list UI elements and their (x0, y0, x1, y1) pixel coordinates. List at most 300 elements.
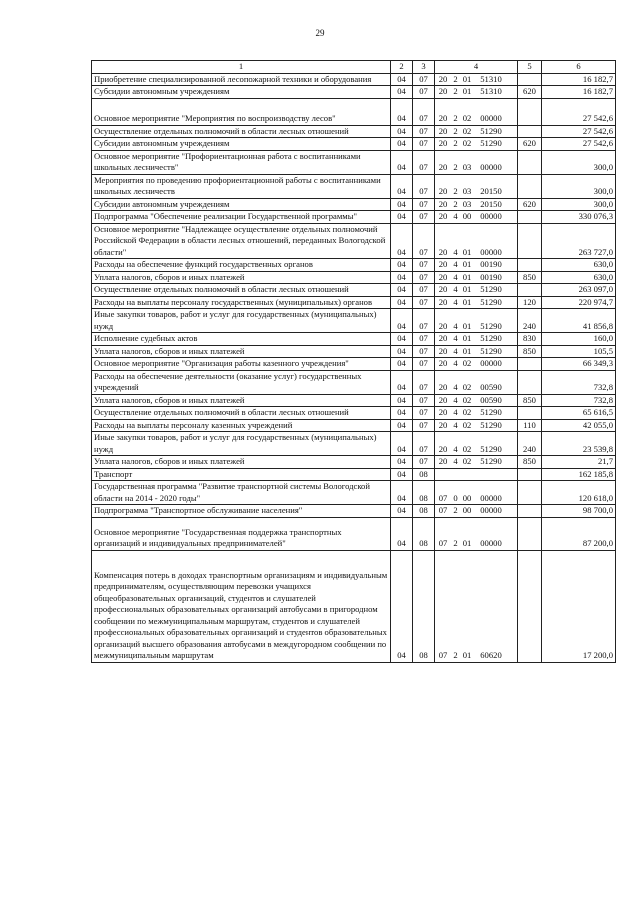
row-name: Осуществление отдельных полномочий в области лесных отношений (92, 284, 391, 297)
row-name: Субсидии автономным учреждениям (92, 198, 391, 211)
table-row (92, 345, 616, 358)
row-amount: 732,8 (542, 370, 616, 394)
target-code-part: 07 (438, 650, 448, 660)
table-row (92, 370, 616, 394)
row-name: Подпрограмма "Транспортное обслуживание населения" (92, 505, 391, 518)
header-col-5: 5 (518, 61, 542, 74)
row-target-code (435, 517, 518, 550)
row-subsection-code: 08 (413, 468, 435, 481)
row-target-code (435, 174, 518, 198)
row-section-code: 04 (391, 394, 413, 407)
target-code-part: 01 (462, 284, 472, 294)
header-col-3: 3 (413, 61, 435, 74)
target-code-part: 00 (462, 505, 472, 515)
row-section-code: 04 (391, 86, 413, 99)
row-subsection-code: 07 (413, 73, 435, 86)
target-code-part: 4 (453, 259, 458, 269)
target-code-part: 20 (438, 296, 448, 307)
row-name: Иные закупки товаров, работ и услуг для государственных (муниципальных) нужд (92, 432, 391, 456)
row-subsection-code: 07 (413, 138, 435, 151)
row-section-code: 04 (391, 174, 413, 198)
target-code-part: 20 (438, 246, 448, 257)
row-target-code (435, 259, 518, 272)
row-expense-type (518, 174, 542, 198)
row-amount: 17 200,0 (542, 550, 616, 662)
row-target-code (435, 550, 518, 662)
target-code-part: 20 (438, 125, 448, 136)
target-code-part: 4 (453, 271, 458, 282)
row-expense-type: 620 (518, 86, 542, 99)
row-subsection-code: 07 (413, 333, 435, 346)
target-code-part: 01 (462, 246, 472, 257)
row-subsection-code: 07 (413, 125, 435, 138)
table-row (92, 432, 616, 456)
target-code-part: 20 (438, 456, 448, 466)
row-target-code (435, 468, 518, 481)
row-name: Уплата налогов, сборов и иных платежей (92, 345, 391, 358)
target-code-part: 00000 (480, 246, 502, 257)
target-code-part: 01 (462, 86, 472, 96)
row-target-code (435, 394, 518, 407)
row-subsection-code: 08 (413, 517, 435, 550)
table-row (92, 150, 616, 174)
target-code-part: 0 (453, 492, 458, 503)
row-name: Субсидии автономным учреждениям (92, 86, 391, 99)
row-section-code: 04 (391, 517, 413, 550)
target-code-part: 20 (438, 162, 448, 172)
row-name: Основное мероприятие "Организация работы казенного учреждения" (92, 358, 391, 371)
row-amount: 120 618,0 (542, 481, 616, 505)
row-subsection-code: 07 (413, 456, 435, 469)
row-amount: 300,0 (542, 198, 616, 211)
table-row (92, 138, 616, 151)
target-code-part: 20 (438, 358, 448, 368)
row-target-code (435, 150, 518, 174)
row-name: Иные закупки товаров, работ и услуг для государственных (муниципальных) нужд (92, 309, 391, 333)
table-row (92, 198, 616, 211)
row-name: Государственная программа "Развитие транспортной системы Вологодской области на 2014 - 2020 годы" (92, 481, 391, 505)
row-name: Основное мероприятие "Надлежащее осуществление отдельных полномочий Российской Федерации в области лесных отношений, переданных Вологодской области" (92, 223, 391, 259)
row-target-code (435, 125, 518, 138)
row-section-code: 04 (391, 481, 413, 505)
row-subsection-code: 08 (413, 550, 435, 662)
row-amount: 65 616,5 (542, 407, 616, 420)
table-row (92, 550, 616, 662)
target-code-part: 01 (462, 73, 472, 84)
target-code-part: 00000 (480, 538, 502, 548)
row-amount: 630,0 (542, 271, 616, 284)
row-name: Подпрограмма "Обеспечение реализации Государственной программы" (92, 211, 391, 224)
row-amount: 21,7 (542, 456, 616, 469)
table-row (92, 358, 616, 371)
target-code-part: 4 (453, 407, 458, 417)
row-amount: 300,0 (542, 174, 616, 198)
row-amount: 16 182,7 (542, 73, 616, 86)
target-code-part: 2 (453, 73, 458, 84)
target-code-part: 00000 (480, 358, 502, 368)
target-code-part: 4 (453, 456, 458, 466)
target-code-part: 02 (462, 419, 472, 430)
table-row (92, 223, 616, 259)
table-row (92, 73, 616, 86)
target-code-part: 02 (462, 113, 472, 123)
row-subsection-code: 07 (413, 150, 435, 174)
row-expense-type: 850 (518, 394, 542, 407)
table-row (92, 211, 616, 224)
table-row (92, 333, 616, 346)
row-subsection-code: 07 (413, 309, 435, 333)
row-section-code: 04 (391, 407, 413, 420)
table-row (92, 468, 616, 481)
table-row (92, 125, 616, 138)
row-expense-type: 240 (518, 432, 542, 456)
target-code-part: 20 (438, 443, 448, 454)
row-subsection-code: 07 (413, 223, 435, 259)
target-code-part: 00190 (480, 271, 502, 282)
page-number: 29 (315, 28, 325, 38)
row-subsection-code: 08 (413, 505, 435, 518)
row-target-code (435, 284, 518, 297)
row-subsection-code: 07 (413, 419, 435, 432)
row-target-code (435, 419, 518, 432)
row-name: Уплата налогов, сборов и иных платежей (92, 456, 391, 469)
row-expense-type (518, 73, 542, 86)
row-expense-type (518, 550, 542, 662)
row-section-code: 04 (391, 456, 413, 469)
target-code-part: 02 (462, 125, 472, 136)
row-amount: 300,0 (542, 150, 616, 174)
row-section-code: 04 (391, 358, 413, 371)
row-name: Транспорт (92, 468, 391, 481)
row-expense-type: 850 (518, 271, 542, 284)
row-expense-type (518, 211, 542, 224)
target-code-part: 20 (438, 138, 448, 148)
row-section-code: 04 (391, 419, 413, 432)
row-amount: 732,8 (542, 394, 616, 407)
target-code-part: 20 (438, 259, 448, 269)
table-row (92, 284, 616, 297)
row-name: Основное мероприятие "Мероприятия по воспроизводству лесов" (92, 98, 391, 125)
row-section-code: 04 (391, 223, 413, 259)
row-amount: 98 700,0 (542, 505, 616, 518)
row-subsection-code: 07 (413, 271, 435, 284)
target-code-part: 20 (438, 382, 448, 392)
target-code-part: 4 (453, 419, 458, 430)
row-amount: 23 539,8 (542, 432, 616, 456)
budget-table (91, 60, 616, 663)
header-col-2: 2 (391, 61, 413, 74)
target-code-part: 2 (453, 650, 458, 660)
target-code-part: 4 (453, 320, 458, 331)
target-code-part: 07 (438, 505, 448, 515)
target-code-part: 4 (453, 211, 458, 221)
target-code-part: 00 (462, 211, 472, 221)
row-target-code (435, 296, 518, 309)
row-target-code (435, 456, 518, 469)
target-code-part: 51310 (480, 73, 502, 84)
row-section-code: 04 (391, 468, 413, 481)
target-code-part: 2 (453, 86, 458, 96)
target-code-part: 02 (462, 443, 472, 454)
target-code-part: 20 (438, 333, 448, 343)
row-section-code: 04 (391, 296, 413, 309)
table-row (92, 98, 616, 125)
target-code-part: 51290 (480, 284, 502, 294)
target-code-part: 51290 (480, 345, 502, 356)
row-section-code: 04 (391, 150, 413, 174)
target-code-part: 07 (438, 538, 448, 548)
row-expense-type: 620 (518, 138, 542, 151)
row-amount: 66 349,3 (542, 358, 616, 371)
row-target-code (435, 223, 518, 259)
row-target-code (435, 505, 518, 518)
row-subsection-code: 07 (413, 174, 435, 198)
table-row (92, 271, 616, 284)
target-code-part: 00590 (480, 382, 502, 392)
target-code-part: 2 (453, 538, 458, 548)
row-name: Расходы на выплаты персоналу государственных (муниципальных) органов (92, 296, 391, 309)
target-code-part: 20 (438, 320, 448, 331)
target-code-part: 20 (438, 86, 448, 96)
target-code-part: 4 (453, 345, 458, 356)
target-code-part: 51290 (480, 419, 502, 430)
target-code-part: 51290 (480, 443, 502, 454)
target-code-part: 2 (453, 198, 458, 209)
row-expense-type (518, 517, 542, 550)
row-name: Основное мероприятие "Профориентационная работа с воспитанниками школьных лесничеств" (92, 150, 391, 174)
row-expense-type (518, 358, 542, 371)
target-code-part: 03 (462, 186, 472, 196)
row-subsection-code: 07 (413, 211, 435, 224)
table-row (92, 86, 616, 99)
row-amount: 160,0 (542, 333, 616, 346)
target-code-part: 4 (453, 443, 458, 454)
row-subsection-code: 07 (413, 86, 435, 99)
row-section-code: 04 (391, 271, 413, 284)
target-code-part: 20150 (480, 198, 502, 209)
target-code-part: 07 (438, 492, 448, 503)
target-code-part: 4 (453, 284, 458, 294)
row-section-code: 04 (391, 198, 413, 211)
row-section-code: 04 (391, 309, 413, 333)
row-amount: 263 727,0 (542, 223, 616, 259)
row-target-code (435, 198, 518, 211)
row-expense-type (518, 125, 542, 138)
target-code-part: 01 (462, 538, 472, 548)
row-section-code: 04 (391, 370, 413, 394)
target-code-part: 60620 (480, 650, 502, 660)
row-name: Основное мероприятие "Государственная поддержка транспортных организаций и индивидуальных предпринимателей" (92, 517, 391, 550)
row-target-code (435, 481, 518, 505)
target-code-part: 4 (453, 246, 458, 257)
table-row (92, 456, 616, 469)
target-code-part: 00000 (480, 211, 502, 221)
target-code-part: 2 (453, 125, 458, 136)
row-section-code: 04 (391, 333, 413, 346)
row-amount: 263 097,0 (542, 284, 616, 297)
row-target-code (435, 333, 518, 346)
row-section-code: 04 (391, 284, 413, 297)
row-subsection-code: 07 (413, 370, 435, 394)
target-code-part: 51290 (480, 407, 502, 417)
row-section-code: 04 (391, 505, 413, 518)
target-code-part: 20 (438, 73, 448, 84)
target-code-part: 4 (453, 358, 458, 368)
row-target-code (435, 98, 518, 125)
row-name: Уплата налогов, сборов и иных платежей (92, 394, 391, 407)
target-code-part: 00590 (480, 394, 502, 405)
target-code-part: 51290 (480, 296, 502, 307)
table-row (92, 517, 616, 550)
row-expense-type (518, 223, 542, 259)
row-name: Компенсация потерь в доходах транспортным организациям и индивидуальным предпринимателям, осуществляющим перевозки учащихся общеобразовательных организаций, студентов и слушателей профессиональных образовательных организаций автобусами в пригородном сообщении по межмуниципальным маршрутам, студентов и слушателей профессиональных образовательных организаций и студентов образовательных организаций высшего образования автобусами в междугородном сообщении по межмуниципальным маршрутам (92, 550, 391, 662)
row-section-code: 04 (391, 259, 413, 272)
row-target-code (435, 309, 518, 333)
table-row (92, 174, 616, 198)
target-code-part: 00190 (480, 259, 502, 269)
row-amount: 27 542,6 (542, 98, 616, 125)
target-code-part: 02 (462, 382, 472, 392)
target-code-part: 2 (453, 162, 458, 172)
row-subsection-code: 07 (413, 407, 435, 420)
row-expense-type (518, 505, 542, 518)
target-code-part: 20 (438, 211, 448, 221)
target-code-part: 02 (462, 358, 472, 368)
target-code-part: 20 (438, 186, 448, 196)
target-code-part: 51310 (480, 86, 502, 96)
row-expense-type: 830 (518, 333, 542, 346)
row-amount: 16 182,7 (542, 86, 616, 99)
row-target-code (435, 138, 518, 151)
table-row (92, 259, 616, 272)
target-code-part: 00000 (480, 505, 502, 515)
target-code-part: 20 (438, 407, 448, 417)
table-row (92, 481, 616, 505)
table-row (92, 505, 616, 518)
row-expense-type (518, 468, 542, 481)
target-code-part: 20 (438, 345, 448, 356)
row-section-code: 04 (391, 73, 413, 86)
row-name: Субсидии автономным учреждениям (92, 138, 391, 151)
target-code-part: 20 (438, 198, 448, 209)
target-code-part: 01 (462, 650, 472, 660)
header-col-6: 6 (542, 61, 616, 74)
target-code-part: 01 (462, 345, 472, 356)
row-target-code (435, 211, 518, 224)
row-section-code: 04 (391, 138, 413, 151)
row-subsection-code: 07 (413, 432, 435, 456)
target-code-part: 20 (438, 284, 448, 294)
target-code-part: 03 (462, 198, 472, 209)
row-subsection-code: 07 (413, 394, 435, 407)
row-expense-type (518, 481, 542, 505)
target-code-part: 2 (453, 505, 458, 515)
row-target-code (435, 86, 518, 99)
row-expense-type (518, 407, 542, 420)
row-expense-type (518, 150, 542, 174)
row-name: Расходы на выплаты персоналу казенных учреждений (92, 419, 391, 432)
row-name: Осуществление отдельных полномочий в области лесных отношений (92, 407, 391, 420)
target-code-part: 2 (453, 113, 458, 123)
row-target-code (435, 407, 518, 420)
row-target-code (435, 358, 518, 371)
target-code-part: 00000 (480, 113, 502, 123)
row-name: Приобретение специализированной лесопожарной техники и оборудования (92, 73, 391, 86)
target-code-part: 01 (462, 259, 472, 269)
row-target-code (435, 345, 518, 358)
row-section-code: 04 (391, 98, 413, 125)
target-code-part: 4 (453, 296, 458, 307)
row-name: Уплата налогов, сборов и иных платежей (92, 271, 391, 284)
table-row (92, 419, 616, 432)
table-row (92, 394, 616, 407)
target-code-part: 51290 (480, 320, 502, 331)
row-section-code: 04 (391, 125, 413, 138)
row-target-code (435, 271, 518, 284)
target-code-part: 51290 (480, 125, 502, 136)
row-section-code: 04 (391, 432, 413, 456)
row-amount: 220 974,7 (542, 296, 616, 309)
row-amount: 27 542,6 (542, 125, 616, 138)
target-code-part: 02 (462, 394, 472, 405)
target-code-part: 20 (438, 419, 448, 430)
target-code-part: 20 (438, 394, 448, 405)
target-code-part: 20 (438, 271, 448, 282)
row-amount: 42 055,0 (542, 419, 616, 432)
target-code-part: 00000 (480, 492, 502, 503)
target-code-part: 01 (462, 271, 472, 282)
target-code-part: 20150 (480, 186, 502, 196)
row-section-code: 04 (391, 345, 413, 358)
row-name: Мероприятия по проведению профориентационной работы с воспитанниками школьных лесничеств (92, 174, 391, 198)
row-expense-type: 240 (518, 309, 542, 333)
row-subsection-code: 07 (413, 198, 435, 211)
target-code-part: 51290 (480, 456, 502, 466)
row-subsection-code: 07 (413, 259, 435, 272)
row-subsection-code: 07 (413, 296, 435, 309)
target-code-part: 00 (462, 492, 472, 503)
row-section-code: 04 (391, 550, 413, 662)
target-code-part: 00000 (480, 162, 502, 172)
row-expense-type (518, 98, 542, 125)
row-expense-type: 110 (518, 419, 542, 432)
target-code-part: 2 (453, 138, 458, 148)
row-target-code (435, 432, 518, 456)
row-target-code (435, 370, 518, 394)
row-subsection-code: 07 (413, 284, 435, 297)
row-subsection-code: 07 (413, 345, 435, 358)
row-amount: 87 200,0 (542, 517, 616, 550)
target-code-part: 4 (453, 394, 458, 405)
row-amount: 105,5 (542, 345, 616, 358)
row-name: Исполнение судебных актов (92, 333, 391, 346)
row-name: Осуществление отдельных полномочий в области лесных отношений (92, 125, 391, 138)
row-target-code (435, 73, 518, 86)
row-expense-type (518, 370, 542, 394)
row-expense-type (518, 259, 542, 272)
row-name: Расходы на обеспечение функций государственных органов (92, 259, 391, 272)
row-expense-type (518, 284, 542, 297)
row-amount: 330 076,3 (542, 211, 616, 224)
row-subsection-code: 07 (413, 358, 435, 371)
table-row (92, 296, 616, 309)
target-code-part: 01 (462, 333, 472, 343)
table-row (92, 407, 616, 420)
row-amount: 41 856,8 (542, 309, 616, 333)
target-code-part: 01 (462, 320, 472, 331)
header-row (92, 61, 616, 74)
header-col-1: 1 (92, 61, 391, 74)
